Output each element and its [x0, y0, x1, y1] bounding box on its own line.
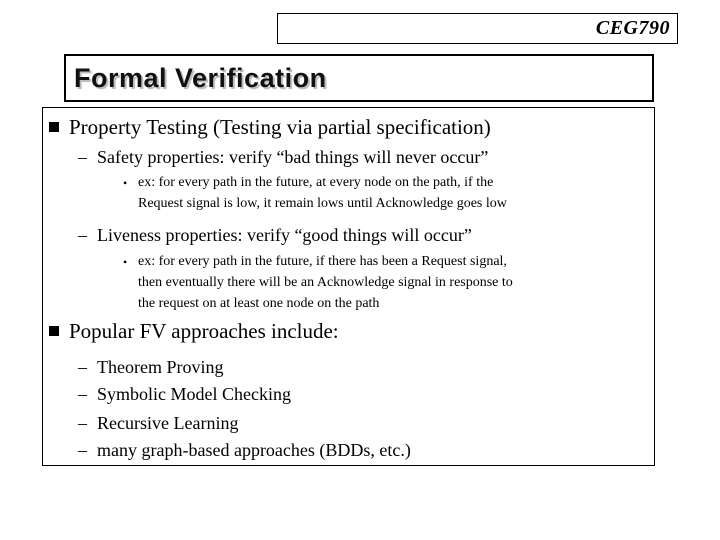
sub-bullet-item [43, 145, 650, 169]
square-bullet-icon [49, 326, 59, 336]
dash-bullet-icon: – [78, 147, 87, 167]
example-line: the request on at least one node on the path [138, 296, 380, 311]
dot-bullet-icon: • [123, 176, 128, 190]
sub-bullet-text: Symbolic Model Checking [97, 384, 291, 404]
dash-bullet-icon: – [78, 384, 87, 404]
example-line: ex: for every path in the future, if there has been a Request signal, [138, 254, 507, 269]
sub-bullet-item [43, 438, 650, 462]
sub-bullet-item [43, 382, 650, 406]
course-code-label: CEG790 [595, 17, 670, 39]
bullet-text: Popular FV approaches include: [69, 319, 339, 343]
bullet-item [43, 318, 650, 344]
dash-bullet-icon: – [78, 357, 87, 377]
sub-bullet-text: many graph-based approaches (BDDs, etc.) [97, 440, 411, 460]
example-line: then eventually there will be an Acknowledge signal in response to [138, 275, 513, 290]
square-bullet-icon [49, 122, 59, 132]
sub-bullet-item [43, 355, 650, 379]
sub-bullet-item [43, 411, 650, 435]
course-code-box [277, 13, 678, 44]
slide-title: Formal Verification [74, 62, 327, 93]
sub-bullet-text: Theorem Proving [97, 357, 224, 377]
sub-bullet-item [43, 223, 650, 247]
sub-bullet-text: Recursive Learning [97, 413, 239, 433]
example-line: Request signal is low, it remain lows until Acknowledge goes low [138, 196, 507, 211]
dash-bullet-icon: – [78, 413, 87, 433]
slide-title-box [64, 54, 654, 102]
bullet-text: Property Testing (Testing via partial specification) [69, 115, 491, 139]
example-item [43, 251, 650, 314]
sub-bullet-text: Safety properties: verify “bad things will never occur” [97, 147, 489, 167]
sub-bullet-text: Liveness properties: verify “good things will occur” [97, 225, 472, 245]
dash-bullet-icon: – [78, 440, 87, 460]
example-item [43, 172, 650, 214]
bullet-item [43, 114, 650, 140]
slide-body [42, 107, 655, 466]
dot-bullet-icon: • [123, 255, 128, 269]
example-line: ex: for every path in the future, at every node on the path, if the [138, 175, 494, 190]
dash-bullet-icon: – [78, 225, 87, 245]
